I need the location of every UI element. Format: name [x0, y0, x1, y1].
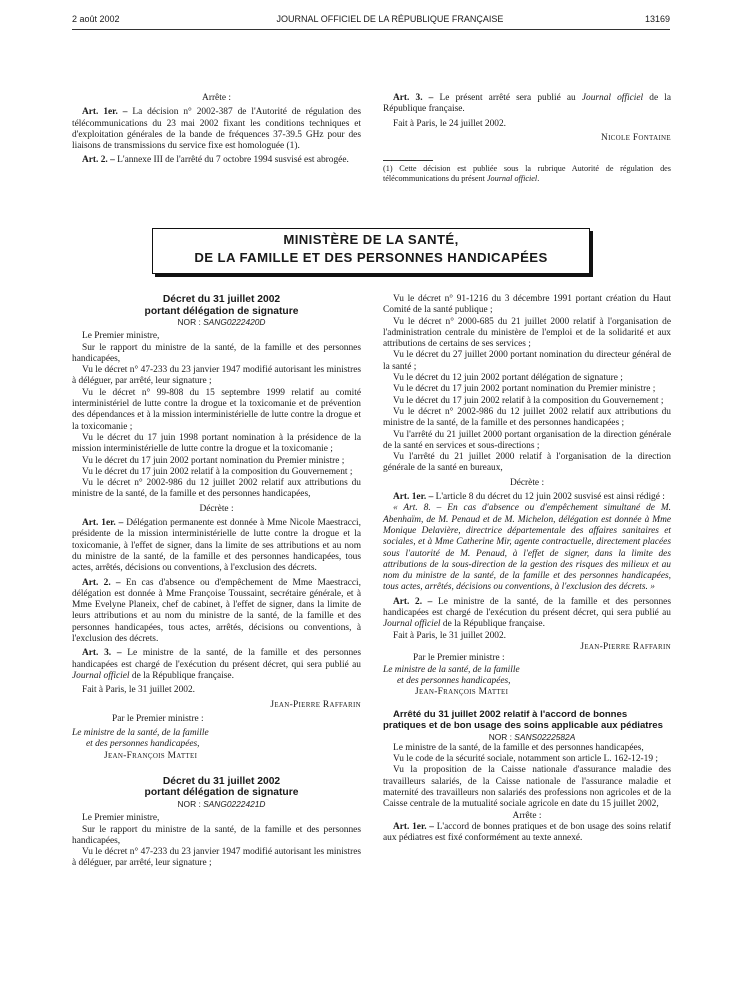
minister-line: et des personnes handicapées, — [397, 675, 511, 686]
left-column — [72, 294, 361, 870]
paragraph: Vu le décret du 17 juin 1998 portant nomination à la présidence de la mission interministérielle de lutte contre la drogue et la toxicomanie ; — [72, 432, 361, 455]
signature: Jean-Pierre Raffarin — [270, 699, 361, 710]
footnote-text: . — [537, 173, 540, 183]
paragraph: Sur le rapport du ministre de la santé, de la famille et des personnes handicapées, — [72, 824, 361, 846]
article-label: Art. 3. – — [393, 93, 434, 103]
arrete-heading: Arrête : — [202, 93, 231, 103]
article-label: Art. 1er. – — [82, 107, 128, 118]
decree-subtitle: portant délégation de signature — [144, 305, 299, 317]
paragraph: Vu le décret du 17 juin 2002 portant nomination du Premier ministre ; — [393, 384, 656, 395]
page-number: 13169 — [644, 14, 670, 24]
paragraph: Vu le décret n° 91-1216 du 3 décembre 1991 portant création du Haut Comité de la santé publique ; — [383, 294, 671, 316]
minister-line: Le ministre de la santé, de la famille — [383, 664, 520, 675]
journal-name: Journal officiel — [486, 173, 538, 183]
article-label: Art. 1er. – — [393, 821, 434, 832]
journal-title: JOURNAL OFFICIEL DE LA RÉPUBLIQUE FRANÇAISE — [276, 14, 504, 24]
fait-line: Fait à Paris, le 31 juillet 2002. — [82, 685, 196, 696]
signature: Jean-Pierre Raffarin — [580, 641, 671, 652]
footnote-rule — [383, 160, 433, 161]
footnote — [383, 164, 671, 183]
ministry-line-1: MINISTÈRE DE LA SANTÉ, — [283, 232, 459, 247]
article-label: Art. 3. – — [82, 648, 122, 659]
paragraph: Vu le décret n° 2000-685 du 21 juillet 2000 relatif à l'organisation de l'administration centrale du ministère de l'emploi et de la solidarité et aux attributions de certains de ses services ; — [383, 316, 671, 350]
paragraph: Vu le décret n° 2002-986 du 12 juillet 2002 relatif aux attributions du ministre de la santé, de la famille et des personnes handicapées ; — [383, 406, 671, 429]
top-right-block — [383, 93, 671, 144]
paragraph: Vu le décret n° 99-808 du 15 septembre 1999 relatif au comité interministériel de lutte contre la drogue et la toxicomanie et de prévention des dépendances et à la mission interministérielle de lutte contre la drogue et la toxicomanie ; — [72, 387, 361, 432]
signature: Nicole Fontaine — [601, 132, 671, 143]
right-column — [383, 294, 671, 845]
decree-subtitle: portant délégation de signature — [144, 787, 299, 799]
decree-title: Décret du 31 juillet 2002 — [162, 294, 281, 305]
article-text: En cas d'absence ou d'empêchement de Mme Maestracci, délégation est donnée à Mme Françoise Toussaint, secrétaire générale, et à Mme Evelyne Planeix, chef de cabinet, à l'effet de signer, dans la limite de leurs attributions et au nom du ministre de la santé, de la famille et des personnes handicapées, tous actes, arrêtés, décisions ou conventions, à l'exclusion des décrets. — [72, 577, 362, 645]
article-text: La décision n° 2002-387 de l'Autorité de régulation des télécommunications du 23 mai 2002 fixant les conditions techniques et d'exploitation générales de la bande de fréquences 37-39.5 GHz pour des liaisons de transmissions du service fixe est homologuée (1). — [72, 107, 362, 152]
nor-label: NOR : — [488, 731, 515, 742]
signature: Jean-François Mattei — [415, 687, 509, 698]
article-text: Délégation permanente est donnée à Mme Nicole Maestracci, présidente de la mission interministérielle de lutte contre la drogue et la toxicomanie, à l'effet de signer, dans la limite de ses attributions et au nom du ministre de la santé, de la famille et des personnes handicapées, tous actes, arrêtés, décisions ou conventions, à l'exclusion des décrets. — [72, 518, 362, 574]
fait-line: Fait à Paris, le 31 juillet 2002. — [393, 630, 507, 641]
journal-name: Journal officiel — [72, 670, 130, 681]
article-text: Le ministre de la santé, de la famille et des personnes handicapées est chargé de l'exécution du présent décret, qui sera publié au — [383, 596, 671, 619]
nor-label: NOR : — [177, 317, 204, 327]
arrete-heading: Arrête : — [512, 810, 542, 821]
paragraph: Le Premier ministre, — [82, 813, 160, 824]
article-label: Art. 1er. – — [82, 518, 124, 529]
paragraph: Le Premier ministre, — [82, 331, 160, 342]
article-text: de la République française. — [440, 619, 545, 630]
paragraph: Vu l'arrêté du 21 juillet 2000 portant organisation de la direction générale de la santé en services et sous-directions ; — [383, 429, 671, 451]
nor-reference — [383, 732, 671, 743]
paragraph: Vu le décret n° 2002-986 du 12 juillet 2002 relatif aux attributions du ministre de la santé, de la famille et des personnes handicapées, — [72, 478, 361, 500]
minister-line: Le ministre de la santé, de la famille — [72, 728, 209, 739]
paragraph: Vu le décret n° 47-233 du 23 janvier 1947 modifié autorisant les ministres à déléguer, par arrêté, leur signature ; — [72, 847, 361, 869]
paragraph: Vu le décret du 17 juin 2002 relatif à la composition du Gouvernement ; — [82, 466, 353, 477]
article-text: de la République française. — [129, 670, 234, 681]
nor-code: SANS0222582A — [514, 731, 576, 742]
ministry-line-2: DE LA FAMILLE ET DES PERSONNES HANDICAPÉES — [194, 250, 548, 265]
decrete-heading: Décrète : — [509, 477, 545, 488]
par-le-premier-ministre: Par le Premier ministre : — [112, 713, 204, 724]
nor-reference — [72, 317, 361, 328]
article-text: L'annexe III de l'arrêté du 7 octobre 1994 susvisé est abrogée. — [117, 155, 349, 166]
article-8-quote: « Art. 8. – En cas d'absence ou d'empêchement simultané de M. Abenhaïm, de M. Penaud et de M. Michelon, délégation est donnée à Mme Monique Delavière, directrice départementale des affaires sanitaires et sociales, et à Mme Catherine Mir, agente contractuelle, directement placées sous l'autorité de M. Penaud, à l'effet de signer, dans la limite des attributions de la sous-direction de la gestion des risques des milieux et au nom du ministre de la santé, de la famille et des personnes handicapées, tous actes, arrêtés, décisions ou conventions, à l'exclusion des décrets. » — [383, 503, 671, 593]
decree-title: Décret du 31 juillet 2002 — [162, 775, 281, 787]
paragraph: Vu l'arrêté du 21 juillet 2000 relatif à l'organisation de la direction générale de la santé en bureaux, — [383, 452, 671, 474]
paragraph: Sur le rapport du ministre de la santé, de la famille et des personnes handicapées, — [72, 342, 361, 364]
article-label: Art. 2. – — [82, 155, 115, 166]
article-label: Art. 2. – — [393, 596, 433, 607]
ministry-heading — [152, 228, 590, 274]
journal-name: Journal officiel — [383, 619, 441, 630]
nor-label: NOR : — [177, 798, 204, 809]
article-text: Le présent arrêté sera publié au — [439, 93, 582, 103]
article-text: Le ministre de la santé, de la famille et des personnes handicapées est chargé de l'exécution du présent décret, qui sera publié au — [72, 648, 361, 670]
article-text: L'accord de bonnes pratiques et de bon usage des soins relatif aux pédiatres est fixé conformément au texte annexé. — [383, 821, 672, 844]
signature: Jean-François Mattei — [104, 750, 198, 761]
paragraph: Vu le décret du 12 juin 2002 portant délégation de signature ; — [393, 373, 623, 384]
nor-code: SANG0222420D — [203, 317, 266, 327]
footnote-text: (1) Cette décision est publiée sous la rubrique Autorité de régulation des télécommunications du présent — [383, 164, 671, 183]
journal-name: Journal officiel — [581, 93, 644, 103]
minister-line: et des personnes handicapées, — [86, 739, 200, 750]
paragraph: Vu le décret du 17 juin 2002 portant nomination du Premier ministre ; — [82, 455, 345, 466]
paragraph: Vu le décret n° 47-233 du 23 janvier 1947 modifié autorisant les ministres à déléguer, par arrêté, leur signature ; — [72, 365, 361, 387]
paragraph: Vu la proposition de la Caisse nationale d'assurance maladie des travailleurs salariés, de la Caisse nationale de l'assurance maladie et maternité des travailleurs non salariés des professions non agricoles et de la Caisse centrale de la mutualité sociale agricole en date du 15 juillet 2002, — [383, 765, 671, 810]
article-text: L'article 8 du décret du 12 juin 2002 susvisé est ainsi rédigé : — [435, 492, 665, 503]
top-left-block — [72, 93, 361, 167]
fait-line: Fait à Paris, le 24 juillet 2002. — [393, 118, 507, 129]
header-rule — [72, 29, 670, 30]
nor-reference — [72, 799, 361, 810]
article-label: Art. 2. – — [82, 577, 121, 588]
decrete-heading: Décrète : — [199, 503, 234, 514]
article-text: de la République française. — [383, 93, 671, 115]
article-label: Art. 1er. – — [393, 492, 434, 503]
par-le-premier-ministre: Par le Premier ministre : — [413, 653, 505, 664]
header-date: 2 août 2002 — [72, 14, 120, 24]
arrete-title: Arrêté du 31 juillet 2002 relatif à l'accord de bonnes pratiques et de bon usage des soins applicable aux pédiatres — [383, 709, 663, 731]
paragraph: Vu le décret du 17 juin 2002 relatif à la composition du Gouvernement ; — [393, 395, 664, 406]
paragraph: Le ministre de la santé, de la famille et des personnes handicapées, — [393, 742, 644, 753]
nor-code: SANG0222421D — [203, 798, 266, 809]
paragraph: Vu le décret du 27 juillet 2000 portant nomination du directeur général de la santé ; — [383, 350, 671, 372]
paragraph: Vu le code de la sécurité sociale, notamment son article L. 162-12-19 ; — [393, 754, 658, 765]
